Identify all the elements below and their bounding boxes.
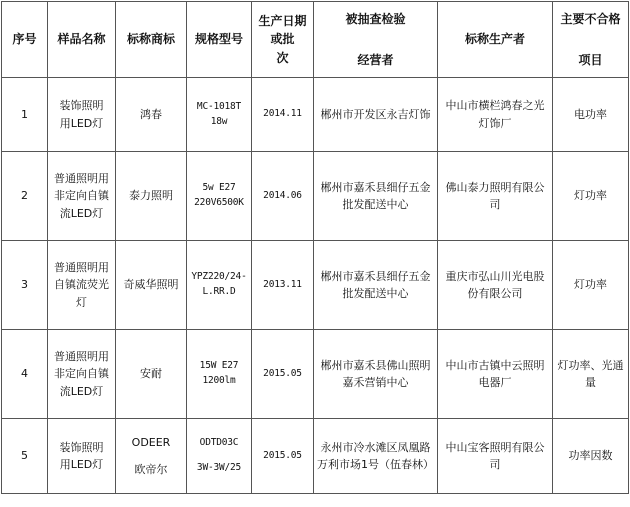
header-issue-line1: 主要不合格: [560, 11, 621, 26]
cell-dealer: 郴州市嘉禾县细仔五金 批发配送中心: [314, 241, 438, 330]
cell-sample-name: 装饰照明 用LED灯: [48, 419, 116, 494]
cell-date: 2014.06: [252, 152, 314, 241]
table-row: [2, 78, 629, 152]
cell-date: 2015.05: [252, 419, 314, 494]
cell-spec: ODTD03C 3W-3W/25: [187, 419, 252, 494]
cell-brand: 安耐: [116, 330, 187, 419]
header-issue-line2: 项目: [578, 52, 603, 67]
cell-dealer: 郴州市开发区永吉灯饰: [314, 78, 438, 152]
cell-sample-name: 普通照明用 自镇流荧光 灯: [48, 241, 116, 330]
inspection-table: [1, 1, 629, 494]
header-sample-name: 样品名称: [48, 2, 116, 78]
cell-brand: 奇威华照明: [116, 241, 187, 330]
cell-no: 3: [2, 241, 48, 330]
cell-sample-name: 装饰照明 用LED灯: [48, 78, 116, 152]
cell-brand: 泰力照明: [116, 152, 187, 241]
header-manufacturer: 标称生产者: [438, 2, 553, 78]
cell-brand: ODEER 欧帝尔: [116, 419, 187, 494]
cell-spec: YPZ220/24- L.RR.D: [187, 241, 252, 330]
cell-dealer: 郴州市嘉禾县细仔五金 批发配送中心: [314, 152, 438, 241]
header-brand: 标称商标: [116, 2, 187, 78]
cell-no: 2: [2, 152, 48, 241]
cell-manufacturer: 中山市横栏鸿春之光 灯饰厂: [438, 78, 553, 152]
table-row: [2, 152, 629, 241]
cell-date: 2015.05: [252, 330, 314, 419]
cell-issue: 灯功率: [553, 241, 629, 330]
cell-spec: 15W E27 1200lm: [187, 330, 252, 419]
header-date-line2: 次: [276, 50, 289, 65]
header-dealer: [314, 2, 438, 78]
cell-issue: 灯功率: [553, 152, 629, 241]
header-date-line1: 生产日期或批: [258, 13, 307, 47]
cell-manufacturer: 中山市古镇中云照明 电器厂: [438, 330, 553, 419]
cell-issue: 功率因数: [553, 419, 629, 494]
header-dealer-line2: 经营者: [357, 52, 394, 67]
cell-no: 4: [2, 330, 48, 419]
cell-dealer: 郴州市嘉禾县佛山照明 嘉禾营销中心: [314, 330, 438, 419]
cell-issue: 电功率: [553, 78, 629, 152]
table-row: [2, 241, 629, 330]
header-row: [2, 2, 629, 78]
cell-dealer: 永州市冷水滩区凤凰路 万利市场1号（伍春林）: [314, 419, 438, 494]
cell-spec: MC-1018T 18w: [187, 78, 252, 152]
cell-spec: 5w E27 220V6500K: [187, 152, 252, 241]
header-no: 序号: [2, 2, 48, 78]
table-row: [2, 330, 629, 419]
cell-date: 2013.11: [252, 241, 314, 330]
cell-no: 1: [2, 78, 48, 152]
cell-manufacturer: 中山宝客照明有限公司: [438, 419, 553, 494]
cell-brand: 鸿春: [116, 78, 187, 152]
cell-manufacturer: 重庆市弘山川光电股 份有限公司: [438, 241, 553, 330]
cell-date: 2014.11: [252, 78, 314, 152]
cell-sample-name: 普通照明用 非定向自镇 流LED灯: [48, 330, 116, 419]
header-production-date: [252, 2, 314, 78]
table-row: [2, 419, 629, 494]
cell-issue: 灯功率、光通量: [553, 330, 629, 419]
header-spec: 规格型号: [187, 2, 252, 78]
cell-no: 5: [2, 419, 48, 494]
header-main-issue: [553, 2, 629, 78]
cell-sample-name: 普通照明用 非定向自镇 流LED灯: [48, 152, 116, 241]
cell-manufacturer: 佛山泰力照明有限公司: [438, 152, 553, 241]
header-dealer-line1: 被抽查检验: [345, 11, 406, 26]
